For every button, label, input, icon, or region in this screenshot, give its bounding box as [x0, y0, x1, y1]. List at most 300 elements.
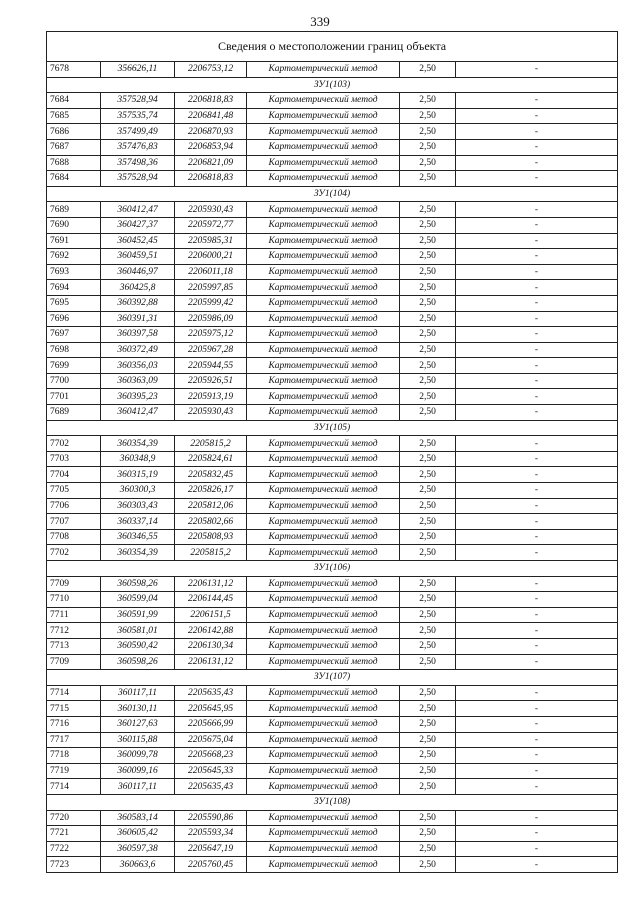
- point-number-cell: 7696: [47, 311, 101, 327]
- accuracy-cell: 2,50: [400, 701, 456, 717]
- accuracy-cell: 2,50: [400, 155, 456, 171]
- note-cell: -: [456, 295, 618, 311]
- table-row: [47, 638, 618, 654]
- point-number-cell: 7689: [47, 405, 101, 421]
- point-number-cell: 7699: [47, 358, 101, 374]
- accuracy-cell: 2,50: [400, 810, 456, 826]
- point-number-cell: 7721: [47, 826, 101, 842]
- note-cell: -: [456, 155, 618, 171]
- note-cell: -: [456, 93, 618, 109]
- x-coordinate-cell: 357528,94: [101, 93, 175, 109]
- method-cell: Картометрический метод: [247, 483, 400, 499]
- x-coordinate-cell: 360392,88: [101, 295, 175, 311]
- y-coordinate-cell: 2206821,09: [175, 155, 247, 171]
- y-coordinate-cell: 2205967,28: [175, 342, 247, 358]
- table-row: [47, 436, 618, 452]
- y-coordinate-cell: 2205760,45: [175, 857, 247, 873]
- table-row: [47, 748, 618, 764]
- y-coordinate-cell: 2205593,34: [175, 826, 247, 842]
- y-coordinate-cell: 2205997,85: [175, 280, 247, 296]
- table-title: Сведения о местоположении границ объекта: [47, 32, 618, 62]
- accuracy-cell: 2,50: [400, 405, 456, 421]
- method-cell: Картометрический метод: [247, 451, 400, 467]
- point-number-cell: 7693: [47, 264, 101, 280]
- section-header-row: [47, 77, 618, 93]
- table-row: [47, 779, 618, 795]
- boundary-table-container: [46, 31, 617, 873]
- method-cell: Картометрический метод: [247, 545, 400, 561]
- table-row: [47, 623, 618, 639]
- y-coordinate-cell: 2205815,2: [175, 545, 247, 561]
- accuracy-cell: 2,50: [400, 171, 456, 187]
- note-cell: -: [456, 139, 618, 155]
- accuracy-cell: 2,50: [400, 93, 456, 109]
- table-row: [47, 826, 618, 842]
- y-coordinate-cell: 2206753,12: [175, 62, 247, 78]
- method-cell: Картометрический метод: [247, 654, 400, 670]
- x-coordinate-cell: 360346,55: [101, 529, 175, 545]
- y-coordinate-cell: 2205913,19: [175, 389, 247, 405]
- x-coordinate-cell: 360425,8: [101, 280, 175, 296]
- accuracy-cell: 2,50: [400, 358, 456, 374]
- accuracy-cell: 2,50: [400, 311, 456, 327]
- y-coordinate-cell: 2205645,95: [175, 701, 247, 717]
- method-cell: Картометрический метод: [247, 389, 400, 405]
- method-cell: Картометрический метод: [247, 62, 400, 78]
- y-coordinate-cell: 2205986,09: [175, 311, 247, 327]
- section-header-row: [47, 670, 618, 686]
- table-row: [47, 202, 618, 218]
- point-number-cell: 7697: [47, 327, 101, 343]
- accuracy-cell: 2,50: [400, 623, 456, 639]
- accuracy-cell: 2,50: [400, 139, 456, 155]
- method-cell: Картометрический метод: [247, 748, 400, 764]
- table-row: [47, 93, 618, 109]
- accuracy-cell: 2,50: [400, 732, 456, 748]
- table-row: [47, 373, 618, 389]
- method-cell: Картометрический метод: [247, 233, 400, 249]
- method-cell: Картометрический метод: [247, 841, 400, 857]
- y-coordinate-cell: 2205668,23: [175, 748, 247, 764]
- table-row: [47, 716, 618, 732]
- point-number-cell: 7722: [47, 841, 101, 857]
- note-cell: -: [456, 529, 618, 545]
- x-coordinate-cell: 360598,26: [101, 654, 175, 670]
- note-cell: -: [456, 732, 618, 748]
- note-cell: -: [456, 701, 618, 717]
- section-label: ЗУ1(105): [47, 420, 618, 436]
- point-number-cell: 7713: [47, 638, 101, 654]
- point-number-cell: 7678: [47, 62, 101, 78]
- note-cell: -: [456, 389, 618, 405]
- x-coordinate-cell: 360605,42: [101, 826, 175, 842]
- y-coordinate-cell: 2205926,51: [175, 373, 247, 389]
- table-row: [47, 358, 618, 374]
- method-cell: Картометрический метод: [247, 93, 400, 109]
- point-number-cell: 7687: [47, 139, 101, 155]
- section-header-row: [47, 420, 618, 436]
- y-coordinate-cell: 2205826,17: [175, 483, 247, 499]
- x-coordinate-cell: 360363,09: [101, 373, 175, 389]
- accuracy-cell: 2,50: [400, 436, 456, 452]
- method-cell: Картометрический метод: [247, 732, 400, 748]
- accuracy-cell: 2,50: [400, 498, 456, 514]
- table-row: [47, 685, 618, 701]
- note-cell: -: [456, 498, 618, 514]
- note-cell: -: [456, 654, 618, 670]
- y-coordinate-cell: 2205666,99: [175, 716, 247, 732]
- point-number-cell: 7692: [47, 249, 101, 265]
- note-cell: -: [456, 763, 618, 779]
- method-cell: Картометрический метод: [247, 373, 400, 389]
- y-coordinate-cell: 2206818,83: [175, 93, 247, 109]
- y-coordinate-cell: 2206011,18: [175, 264, 247, 280]
- y-coordinate-cell: 2205645,33: [175, 763, 247, 779]
- point-number-cell: 7720: [47, 810, 101, 826]
- method-cell: Картометрический метод: [247, 264, 400, 280]
- y-coordinate-cell: 2205930,43: [175, 405, 247, 421]
- table-row: [47, 280, 618, 296]
- method-cell: Картометрический метод: [247, 685, 400, 701]
- x-coordinate-cell: 360446,97: [101, 264, 175, 280]
- method-cell: Картометрический метод: [247, 576, 400, 592]
- note-cell: -: [456, 779, 618, 795]
- x-coordinate-cell: 357498,36: [101, 155, 175, 171]
- point-number-cell: 7691: [47, 233, 101, 249]
- point-number-cell: 7688: [47, 155, 101, 171]
- table-row: [47, 171, 618, 187]
- section-label: ЗУ1(104): [47, 186, 618, 202]
- x-coordinate-cell: 360130,11: [101, 701, 175, 717]
- section-header-row: [47, 794, 618, 810]
- method-cell: Картометрический метод: [247, 701, 400, 717]
- accuracy-cell: 2,50: [400, 108, 456, 124]
- y-coordinate-cell: 2206151,5: [175, 607, 247, 623]
- note-cell: -: [456, 716, 618, 732]
- page-number: 339: [310, 14, 330, 29]
- note-cell: -: [456, 545, 618, 561]
- method-cell: Картометрический метод: [247, 436, 400, 452]
- method-cell: Картометрический метод: [247, 311, 400, 327]
- method-cell: Картометрический метод: [247, 342, 400, 358]
- point-number-cell: 7709: [47, 654, 101, 670]
- accuracy-cell: 2,50: [400, 373, 456, 389]
- y-coordinate-cell: 2205815,2: [175, 436, 247, 452]
- x-coordinate-cell: 357528,94: [101, 171, 175, 187]
- table-row: [47, 217, 618, 233]
- accuracy-cell: 2,50: [400, 826, 456, 842]
- accuracy-cell: 2,50: [400, 295, 456, 311]
- point-number-cell: 7689: [47, 202, 101, 218]
- accuracy-cell: 2,50: [400, 217, 456, 233]
- note-cell: -: [456, 405, 618, 421]
- point-number-cell: 7712: [47, 623, 101, 639]
- x-coordinate-cell: 357535,74: [101, 108, 175, 124]
- y-coordinate-cell: 2206144,45: [175, 592, 247, 608]
- x-coordinate-cell: 356626,11: [101, 62, 175, 78]
- note-cell: -: [456, 202, 618, 218]
- x-coordinate-cell: 360599,04: [101, 592, 175, 608]
- point-number-cell: 7698: [47, 342, 101, 358]
- x-coordinate-cell: 360583,14: [101, 810, 175, 826]
- table-row: [47, 483, 618, 499]
- table-row: [47, 545, 618, 561]
- accuracy-cell: 2,50: [400, 514, 456, 530]
- x-coordinate-cell: 360391,31: [101, 311, 175, 327]
- accuracy-cell: 2,50: [400, 654, 456, 670]
- method-cell: Картометрический метод: [247, 716, 400, 732]
- table-row: [47, 529, 618, 545]
- note-cell: -: [456, 217, 618, 233]
- method-cell: Картометрический метод: [247, 810, 400, 826]
- point-number-cell: 7690: [47, 217, 101, 233]
- y-coordinate-cell: 2205975,12: [175, 327, 247, 343]
- x-coordinate-cell: 360354,39: [101, 545, 175, 561]
- method-cell: Картометрический метод: [247, 529, 400, 545]
- method-cell: Картометрический метод: [247, 171, 400, 187]
- point-number-cell: 7714: [47, 779, 101, 795]
- method-cell: Картометрический метод: [247, 327, 400, 343]
- method-cell: Картометрический метод: [247, 249, 400, 265]
- point-number-cell: 7684: [47, 171, 101, 187]
- table-row: [47, 389, 618, 405]
- point-number-cell: 7707: [47, 514, 101, 530]
- point-number-cell: 7719: [47, 763, 101, 779]
- method-cell: Картометрический метод: [247, 155, 400, 171]
- x-coordinate-cell: 357499,49: [101, 124, 175, 140]
- accuracy-cell: 2,50: [400, 763, 456, 779]
- y-coordinate-cell: 2205808,93: [175, 529, 247, 545]
- x-coordinate-cell: 360597,38: [101, 841, 175, 857]
- y-coordinate-cell: 2206142,88: [175, 623, 247, 639]
- method-cell: Картометрический метод: [247, 295, 400, 311]
- y-coordinate-cell: 2205930,43: [175, 202, 247, 218]
- point-number-cell: 7702: [47, 436, 101, 452]
- table-row: [47, 264, 618, 280]
- y-coordinate-cell: 2205985,31: [175, 233, 247, 249]
- y-coordinate-cell: 2206130,34: [175, 638, 247, 654]
- note-cell: -: [456, 576, 618, 592]
- x-coordinate-cell: 360663,6: [101, 857, 175, 873]
- x-coordinate-cell: 360427,37: [101, 217, 175, 233]
- note-cell: -: [456, 607, 618, 623]
- note-cell: -: [456, 108, 618, 124]
- x-coordinate-cell: 360117,11: [101, 779, 175, 795]
- note-cell: -: [456, 327, 618, 343]
- point-number-cell: 7702: [47, 545, 101, 561]
- method-cell: Картометрический метод: [247, 514, 400, 530]
- table-row: [47, 451, 618, 467]
- point-number-cell: 7684: [47, 93, 101, 109]
- y-coordinate-cell: 2205999,42: [175, 295, 247, 311]
- note-cell: -: [456, 483, 618, 499]
- section-header-row: [47, 561, 618, 577]
- method-cell: Картометрический метод: [247, 124, 400, 140]
- section-label: ЗУ1(108): [47, 794, 618, 810]
- point-number-cell: 7717: [47, 732, 101, 748]
- method-cell: Картометрический метод: [247, 638, 400, 654]
- accuracy-cell: 2,50: [400, 202, 456, 218]
- note-cell: -: [456, 342, 618, 358]
- boundary-coordinates-table: [46, 31, 618, 873]
- y-coordinate-cell: 2205824,61: [175, 451, 247, 467]
- accuracy-cell: 2,50: [400, 592, 456, 608]
- x-coordinate-cell: 357476,83: [101, 139, 175, 155]
- x-coordinate-cell: 360099,78: [101, 748, 175, 764]
- point-number-cell: 7686: [47, 124, 101, 140]
- accuracy-cell: 2,50: [400, 638, 456, 654]
- y-coordinate-cell: 2206841,48: [175, 108, 247, 124]
- accuracy-cell: 2,50: [400, 716, 456, 732]
- x-coordinate-cell: 360395,23: [101, 389, 175, 405]
- point-number-cell: 7718: [47, 748, 101, 764]
- y-coordinate-cell: 2206131,12: [175, 654, 247, 670]
- table-row: [47, 62, 618, 78]
- x-coordinate-cell: 360452,45: [101, 233, 175, 249]
- section-label: ЗУ1(106): [47, 561, 618, 577]
- method-cell: Картометрический метод: [247, 607, 400, 623]
- accuracy-cell: 2,50: [400, 62, 456, 78]
- y-coordinate-cell: 2206853,94: [175, 139, 247, 155]
- table-row: [47, 732, 618, 748]
- accuracy-cell: 2,50: [400, 327, 456, 343]
- note-cell: -: [456, 264, 618, 280]
- point-number-cell: 7709: [47, 576, 101, 592]
- x-coordinate-cell: 360590,42: [101, 638, 175, 654]
- method-cell: Картометрический метод: [247, 763, 400, 779]
- method-cell: Картометрический метод: [247, 108, 400, 124]
- accuracy-cell: 2,50: [400, 249, 456, 265]
- x-coordinate-cell: 360581,01: [101, 623, 175, 639]
- section-label: ЗУ1(103): [47, 77, 618, 93]
- accuracy-cell: 2,50: [400, 451, 456, 467]
- y-coordinate-cell: 2205972,77: [175, 217, 247, 233]
- point-number-cell: 7704: [47, 467, 101, 483]
- table-row: [47, 249, 618, 265]
- point-number-cell: 7695: [47, 295, 101, 311]
- y-coordinate-cell: 2205812,06: [175, 498, 247, 514]
- note-cell: -: [456, 638, 618, 654]
- x-coordinate-cell: 360315,19: [101, 467, 175, 483]
- note-cell: -: [456, 436, 618, 452]
- x-coordinate-cell: 360337,14: [101, 514, 175, 530]
- accuracy-cell: 2,50: [400, 841, 456, 857]
- accuracy-cell: 2,50: [400, 748, 456, 764]
- point-number-cell: 7706: [47, 498, 101, 514]
- note-cell: -: [456, 358, 618, 374]
- section-header-row: [47, 186, 618, 202]
- table-row: [47, 295, 618, 311]
- table-row: [47, 108, 618, 124]
- table-row: [47, 810, 618, 826]
- note-cell: -: [456, 623, 618, 639]
- table-row: [47, 467, 618, 483]
- method-cell: Картометрический метод: [247, 498, 400, 514]
- method-cell: Картометрический метод: [247, 202, 400, 218]
- table-row: [47, 592, 618, 608]
- note-cell: -: [456, 857, 618, 873]
- method-cell: Картометрический метод: [247, 467, 400, 483]
- note-cell: -: [456, 810, 618, 826]
- table-row: [47, 701, 618, 717]
- method-cell: Картометрический метод: [247, 405, 400, 421]
- method-cell: Картометрический метод: [247, 779, 400, 795]
- y-coordinate-cell: 2205635,43: [175, 779, 247, 795]
- x-coordinate-cell: 360412,47: [101, 202, 175, 218]
- table-row: [47, 514, 618, 530]
- x-coordinate-cell: 360459,51: [101, 249, 175, 265]
- y-coordinate-cell: 2205675,04: [175, 732, 247, 748]
- y-coordinate-cell: 2206818,83: [175, 171, 247, 187]
- method-cell: Картометрический метод: [247, 592, 400, 608]
- table-row: [47, 498, 618, 514]
- y-coordinate-cell: 2205647,19: [175, 841, 247, 857]
- x-coordinate-cell: 360372,49: [101, 342, 175, 358]
- table-row: [47, 342, 618, 358]
- method-cell: Картометрический метод: [247, 826, 400, 842]
- point-number-cell: 7705: [47, 483, 101, 499]
- table-row: [47, 763, 618, 779]
- table-row: [47, 327, 618, 343]
- y-coordinate-cell: 2206131,12: [175, 576, 247, 592]
- point-number-cell: 7715: [47, 701, 101, 717]
- note-cell: -: [456, 451, 618, 467]
- x-coordinate-cell: 360099,16: [101, 763, 175, 779]
- accuracy-cell: 2,50: [400, 779, 456, 795]
- note-cell: -: [456, 233, 618, 249]
- point-number-cell: 7708: [47, 529, 101, 545]
- accuracy-cell: 2,50: [400, 467, 456, 483]
- x-coordinate-cell: 360348,9: [101, 451, 175, 467]
- table-title-row: [47, 32, 618, 62]
- table-row: [47, 124, 618, 140]
- table-row: [47, 155, 618, 171]
- x-coordinate-cell: 360127,63: [101, 716, 175, 732]
- table-row: [47, 857, 618, 873]
- x-coordinate-cell: 360412,47: [101, 405, 175, 421]
- note-cell: -: [456, 249, 618, 265]
- note-cell: -: [456, 826, 618, 842]
- point-number-cell: 7723: [47, 857, 101, 873]
- method-cell: Картометрический метод: [247, 139, 400, 155]
- x-coordinate-cell: 360591,99: [101, 607, 175, 623]
- table-row: [47, 233, 618, 249]
- note-cell: -: [456, 748, 618, 764]
- table-row: [47, 654, 618, 670]
- method-cell: Картометрический метод: [247, 623, 400, 639]
- note-cell: -: [456, 592, 618, 608]
- point-number-cell: 7711: [47, 607, 101, 623]
- y-coordinate-cell: 2205590,86: [175, 810, 247, 826]
- note-cell: -: [456, 280, 618, 296]
- y-coordinate-cell: 2205802,66: [175, 514, 247, 530]
- point-number-cell: 7685: [47, 108, 101, 124]
- table-row: [47, 841, 618, 857]
- point-number-cell: 7701: [47, 389, 101, 405]
- point-number-cell: 7710: [47, 592, 101, 608]
- y-coordinate-cell: 2205944,55: [175, 358, 247, 374]
- y-coordinate-cell: 2205635,43: [175, 685, 247, 701]
- point-number-cell: 7714: [47, 685, 101, 701]
- method-cell: Картометрический метод: [247, 280, 400, 296]
- note-cell: -: [456, 467, 618, 483]
- x-coordinate-cell: 360117,11: [101, 685, 175, 701]
- accuracy-cell: 2,50: [400, 264, 456, 280]
- accuracy-cell: 2,50: [400, 857, 456, 873]
- method-cell: Картометрический метод: [247, 358, 400, 374]
- accuracy-cell: 2,50: [400, 545, 456, 561]
- y-coordinate-cell: 2206870,93: [175, 124, 247, 140]
